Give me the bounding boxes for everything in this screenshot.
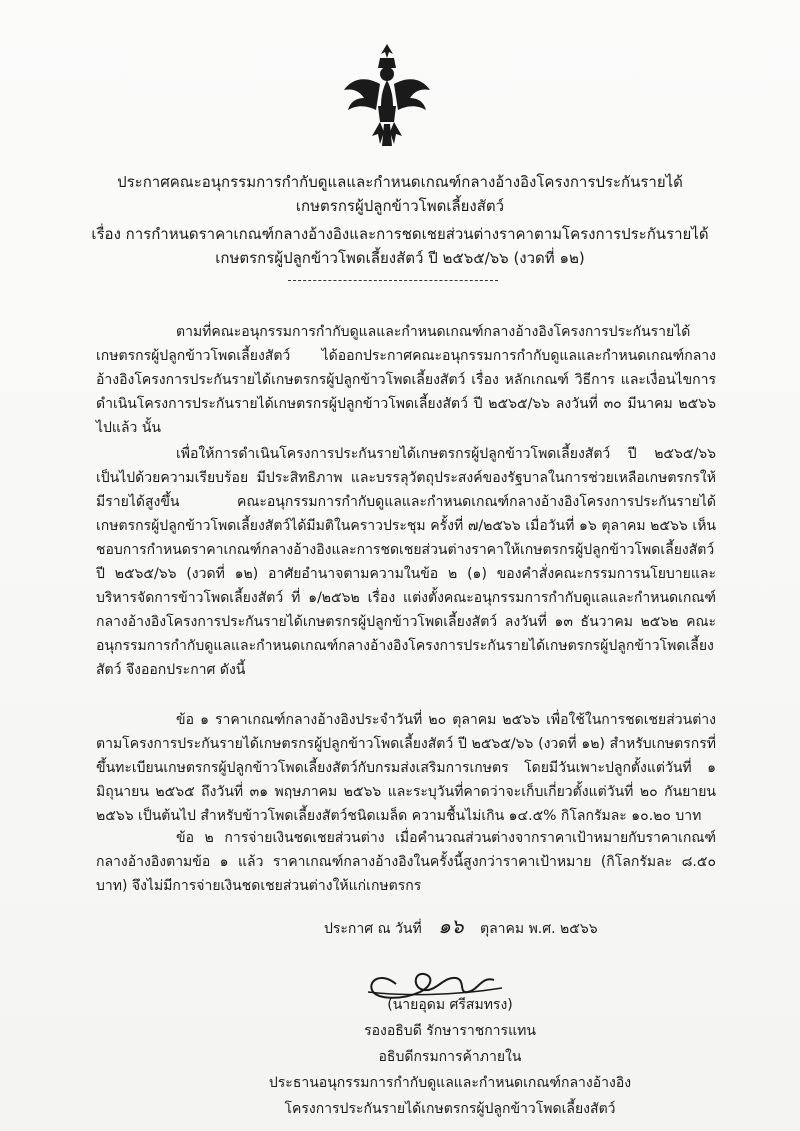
subject-line: เรื่อง การกำหนดราคาเกณฑ์กลางอ้างอิงและการชดเชยส่วนต่างราคาตามโครงการประกันรายได้ (91, 225, 709, 243)
signatory-title-3: ประธานอนุกรรมการกำกับดูแลและกำหนดเกณฑ์กลางอ้างอิง (268, 1075, 632, 1091)
announcement-title-line2: เกษตรกรผู้ปลูกข้าวโพดเลี้ยงสัตว์ (295, 197, 505, 215)
date-suffix: ตุลาคม พ.ศ. ๒๕๖๖ (480, 921, 598, 937)
signatory-title-2: อธิบดีกรมการค้าภายใน (378, 1049, 522, 1065)
paragraph-background: ตามที่คณะอนุกรรมการกำกับดูแลและกำหนดเกณฑ์กลางอ้างอิงโครงการประกันรายได้เกษตรกรผู้ปลูกข้าวโพดเลี้ยงสัตว์ ได้ออกประกาศคณะอนุกรรมการกำกับดูแลและกำหนดเกณฑ์กลางอ้างอิงโครงการประกันรายได้เกษตรกรผู้ปลูกข้าวโพดเลี้ยงสัตว์ เรื่อง หลักเกณฑ์ วิธีการ และเงื่อนไขการดำเนินโครงการประกันรายได้เกษตรกรผู้ปลูกข้าวโพดเลี้ยงสัตว์ ปี ๒๕๖๕/๖๖ ลงวันที่ ๓๐ มีนาคม ๒๕๖๖ ไปแล้ว นั้น (96, 324, 716, 436)
clause-1: ข้อ ๑ ราคาเกณฑ์กลางอ้างอิงประจำวันที่ ๒๐ ตุลาคม ๒๕๖๖ เพื่อใช้ในการชดเชยส่วนต่างตามโครงการประกันรายได้เกษตรกรผู้ปลูกข้าวโพดเลี้ยงสัตว์ ปี ๒๕๖๕/๖๖ (งวดที่ ๑๒) สำหรับเกษตรกรที่ขึ้นทะเบียนเกษตรกรผู้ปลูกข้าวโพดเลี้ยงสัตว์กับกรมส่งเสริมการเกษตร โดยมีวันเพาะปลูกตั้งแต่วันที่ ๑ มิถุนายน ๒๕๖๕ ถึงวันที่ ๓๑ พฤษภาคม ๒๕๖๖ และระบุวันที่คาดว่าจะเก็บเกี่ยวตั้งแต่วันที่ ๒๐ กันยายน ๒๕๖๖ เป็นต้นไป สำหรับข้าวโพดเลี้ยงสัตว์ชนิดเมล็ด ความชื้นไม่เกิน ๑๔.๕% กิโลกรัมละ ๑๐.๒๐ บาท (96, 712, 716, 824)
signatory-title-4: โครงการประกันรายได้เกษตรกรผู้ปลูกข้าวโพดเลี้ยงสัตว์ (284, 1101, 616, 1117)
garuda-emblem-icon (342, 40, 432, 150)
clause-2: ข้อ ๒ การจ่ายเงินชดเชยส่วนต่าง เมื่อคำนวณส่วนต่างจากราคาเป้าหมายกับราคาเกณฑ์กลางอ้างอิงตามข้อ ๑ แล้ว ราคาเกณฑ์กลางอ้างอิงในครั้งนี้สูงกว่าราคาเป้าหมาย (กิโลกรัมละ ๘.๕๐ บาท) จึงไม่มีการจ่ายเงินชดเชยส่วนต่างให้แก่เกษตรกร (96, 830, 716, 894)
title-divider (288, 280, 498, 281)
signatory-title-1: รองอธิบดี รักษาราชการแทน (364, 1023, 536, 1039)
paragraph-resolution: เพื่อให้การดำเนินโครงการประกันรายได้เกษตรกรผู้ปลูกข้าวโพดเลี้ยงสัตว์ ปี ๒๕๖๕/๖๖ เป็นไปด้วยความเรียบร้อย มีประสิทธิภาพ และบรรลุวัตถุประสงค์ของรัฐบาลในการช่วยเหลือเกษตรกรให้มีรายได้สูงขึ้น คณะอนุกรรมการกำกับดูแลและกำหนดเกณฑ์กลางอ้างอิงโครงการประกันรายได้เกษตรกรผู้ปลูกข้าวโพดเลี้ยงสัตว์ได้มีมติในคราวประชุม ครั้งที่ ๗/๒๕๖๖ เมื่อวันที่ ๑๖ ตุลาคม ๒๕๖๖ เห็นชอบการกำหนดราคาเกณฑ์กลางอ้างอิงและการชดเชยส่วนต่างราคาให้เกษตรกรผู้ปลูกข้าวโพดเลี้ยงสัตว์ ปี ๒๕๖๕/๖๖ (งวดที่ ๑๒) อาศัยอำนาจตามความในข้อ ๒ (๑) ของคำสั่งคณะกรรมการนโยบายและบริหารจัดการข้าวโพดเลี้ยงสัตว์ ที่ ๑/๒๕๖๒ เรื่อง แต่งตั้งคณะอนุกรรมการกำกับดูแลและกำหนดเกณฑ์กลางอ้างอิงโครงการประกันรายได้เกษตรกรผู้ปลูกข้าวโพดเลี้ยงสัตว์ ลงวันที่ ๑๓ ธันวาคม ๒๕๖๒ คณะอนุกรรมการกำกับดูแลและกำหนดเกณฑ์กลางอ้างอิงโครงการประกันรายได้เกษตรกรผู้ปลูกข้าวโพดเลี้ยงสัตว์ จึงออกประกาศ ดังนี้ (96, 446, 716, 678)
signatory-name: (นายอุดม ศรีสมทรง) (387, 997, 513, 1013)
subject-line2: เกษตรกรผู้ปลูกข้าวโพดเลี้ยงสัตว์ ปี ๒๕๖๕/๖๖ (งวดที่ ๑๒) (215, 249, 585, 267)
announcement-date (324, 915, 598, 940)
announcement-title: ประกาศคณะอนุกรรมการกำกับดูแลและกำหนดเกณฑ์กลางอ้างอิงโครงการประกันรายได้ (117, 173, 683, 191)
date-prefix: ประกาศ ณ วันที่ (324, 921, 422, 937)
date-day: ๑๖ (438, 914, 464, 938)
